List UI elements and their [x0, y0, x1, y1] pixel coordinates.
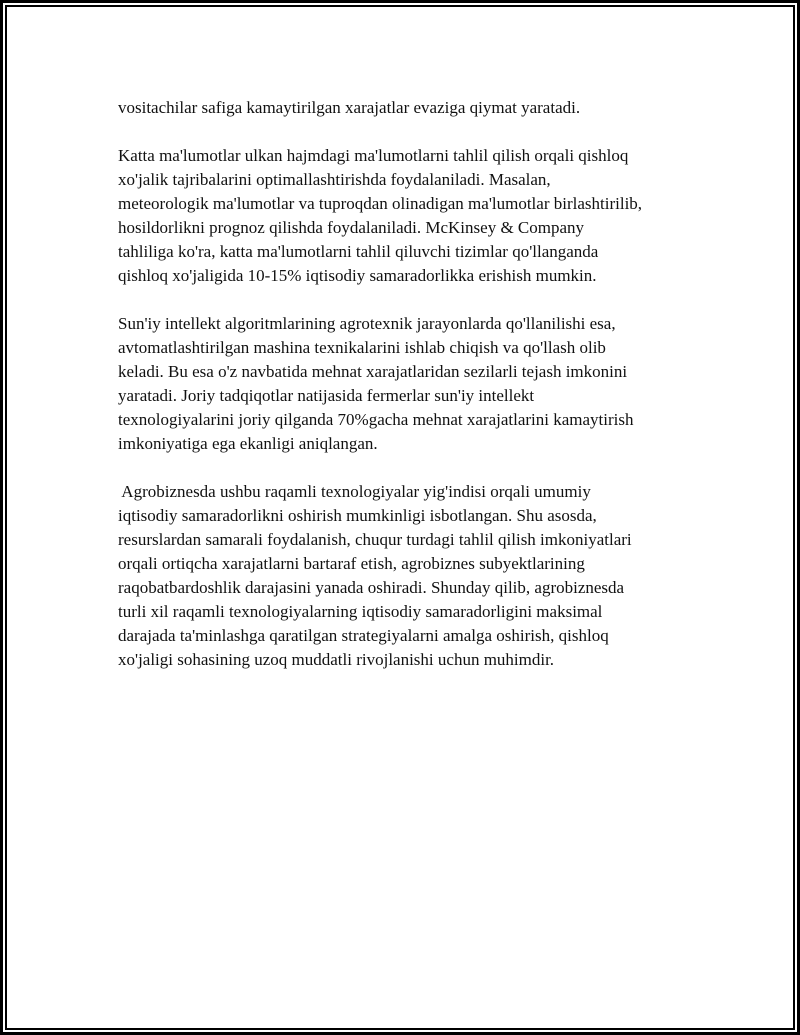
text-line: meteorologik ma'lumotlar va tuproqdan olinadigan ma'lumotlar birlashtirilib, [118, 194, 643, 213]
text-line: resurslardan samarali foydalanish, chuqur turdagi tahlil qilish imkoniyatlari [118, 530, 632, 549]
text-line: keladi. Bu esa o'z navbatida mehnat xarajatlaridan sezilarli tejash imkonini [118, 362, 628, 381]
paragraph [118, 312, 708, 456]
paragraph [118, 96, 708, 120]
text-line: qishloq xo'jaligida 10-15% iqtisodiy samaradorlikka erishish mumkin. [118, 266, 597, 285]
text-line: imkoniyatiga ega ekanligi aniqlangan. [118, 434, 378, 453]
text-line: darajada ta'minlashga qaratilgan strategiyalarni amalga oshirish, qishloq [118, 626, 609, 645]
document-body [118, 96, 708, 696]
text-line: hosildorlikni prognoz qilishda foydalaniladi. McKinsey & Company [118, 218, 585, 237]
text-line: orqali ortiqcha xarajatlarni bartaraf etish, agrobiznes subyektlarining [118, 554, 585, 573]
text-line: xo'jalik tajribalarini optimallashtirishda foydalaniladi. Masalan, [118, 170, 551, 189]
text-line: yaratadi. Joriy tadqiqotlar natijasida fermerlar sun'iy intellekt [118, 386, 535, 405]
text-line: texnologiyalarini joriy qilganda 70%gacha mehnat xarajatlarini kamaytirish [118, 410, 634, 429]
text-line: Agrobiznesda ushbu raqamli texnologiyalar yig'indisi orqali umumiy [118, 482, 591, 501]
text-line: Katta ma'lumotlar ulkan hajmdagi ma'lumotlarni tahlil qilish orqali qishloq [118, 146, 629, 165]
text-line: raqobatbardoshlik darajasini yanada oshiradi. Shunday qilib, agrobiznesda [118, 578, 625, 597]
paragraph [118, 144, 708, 288]
text-line: Sun'iy intellekt algoritmlarining agrotexnik jarayonlarda qo'llanilishi esa, [118, 314, 616, 333]
text-line: avtomatlashtirilgan mashina texnikalarini ishlab chiqish va qo'llash olib [118, 338, 606, 357]
text-line: iqtisodiy samaradorlikni oshirish mumkinligi isbotlangan. Shu asosda, [118, 506, 597, 525]
text-line: turli xil raqamli texnologiyalarning iqtisodiy samaradorligini maksimal [118, 602, 603, 621]
text-line: xo'jaligi sohasining uzoq muddatli rivojlanishi uchun muhimdir. [118, 650, 555, 669]
paragraph [118, 480, 708, 672]
text-line: vositachilar safiga kamaytirilgan xarajatlar evaziga qiymat yaratadi. [118, 98, 581, 117]
text-line: tahliliga ko'ra, katta ma'lumotlarni tahlil qiluvchi tizimlar qo'llanganda [118, 242, 599, 261]
